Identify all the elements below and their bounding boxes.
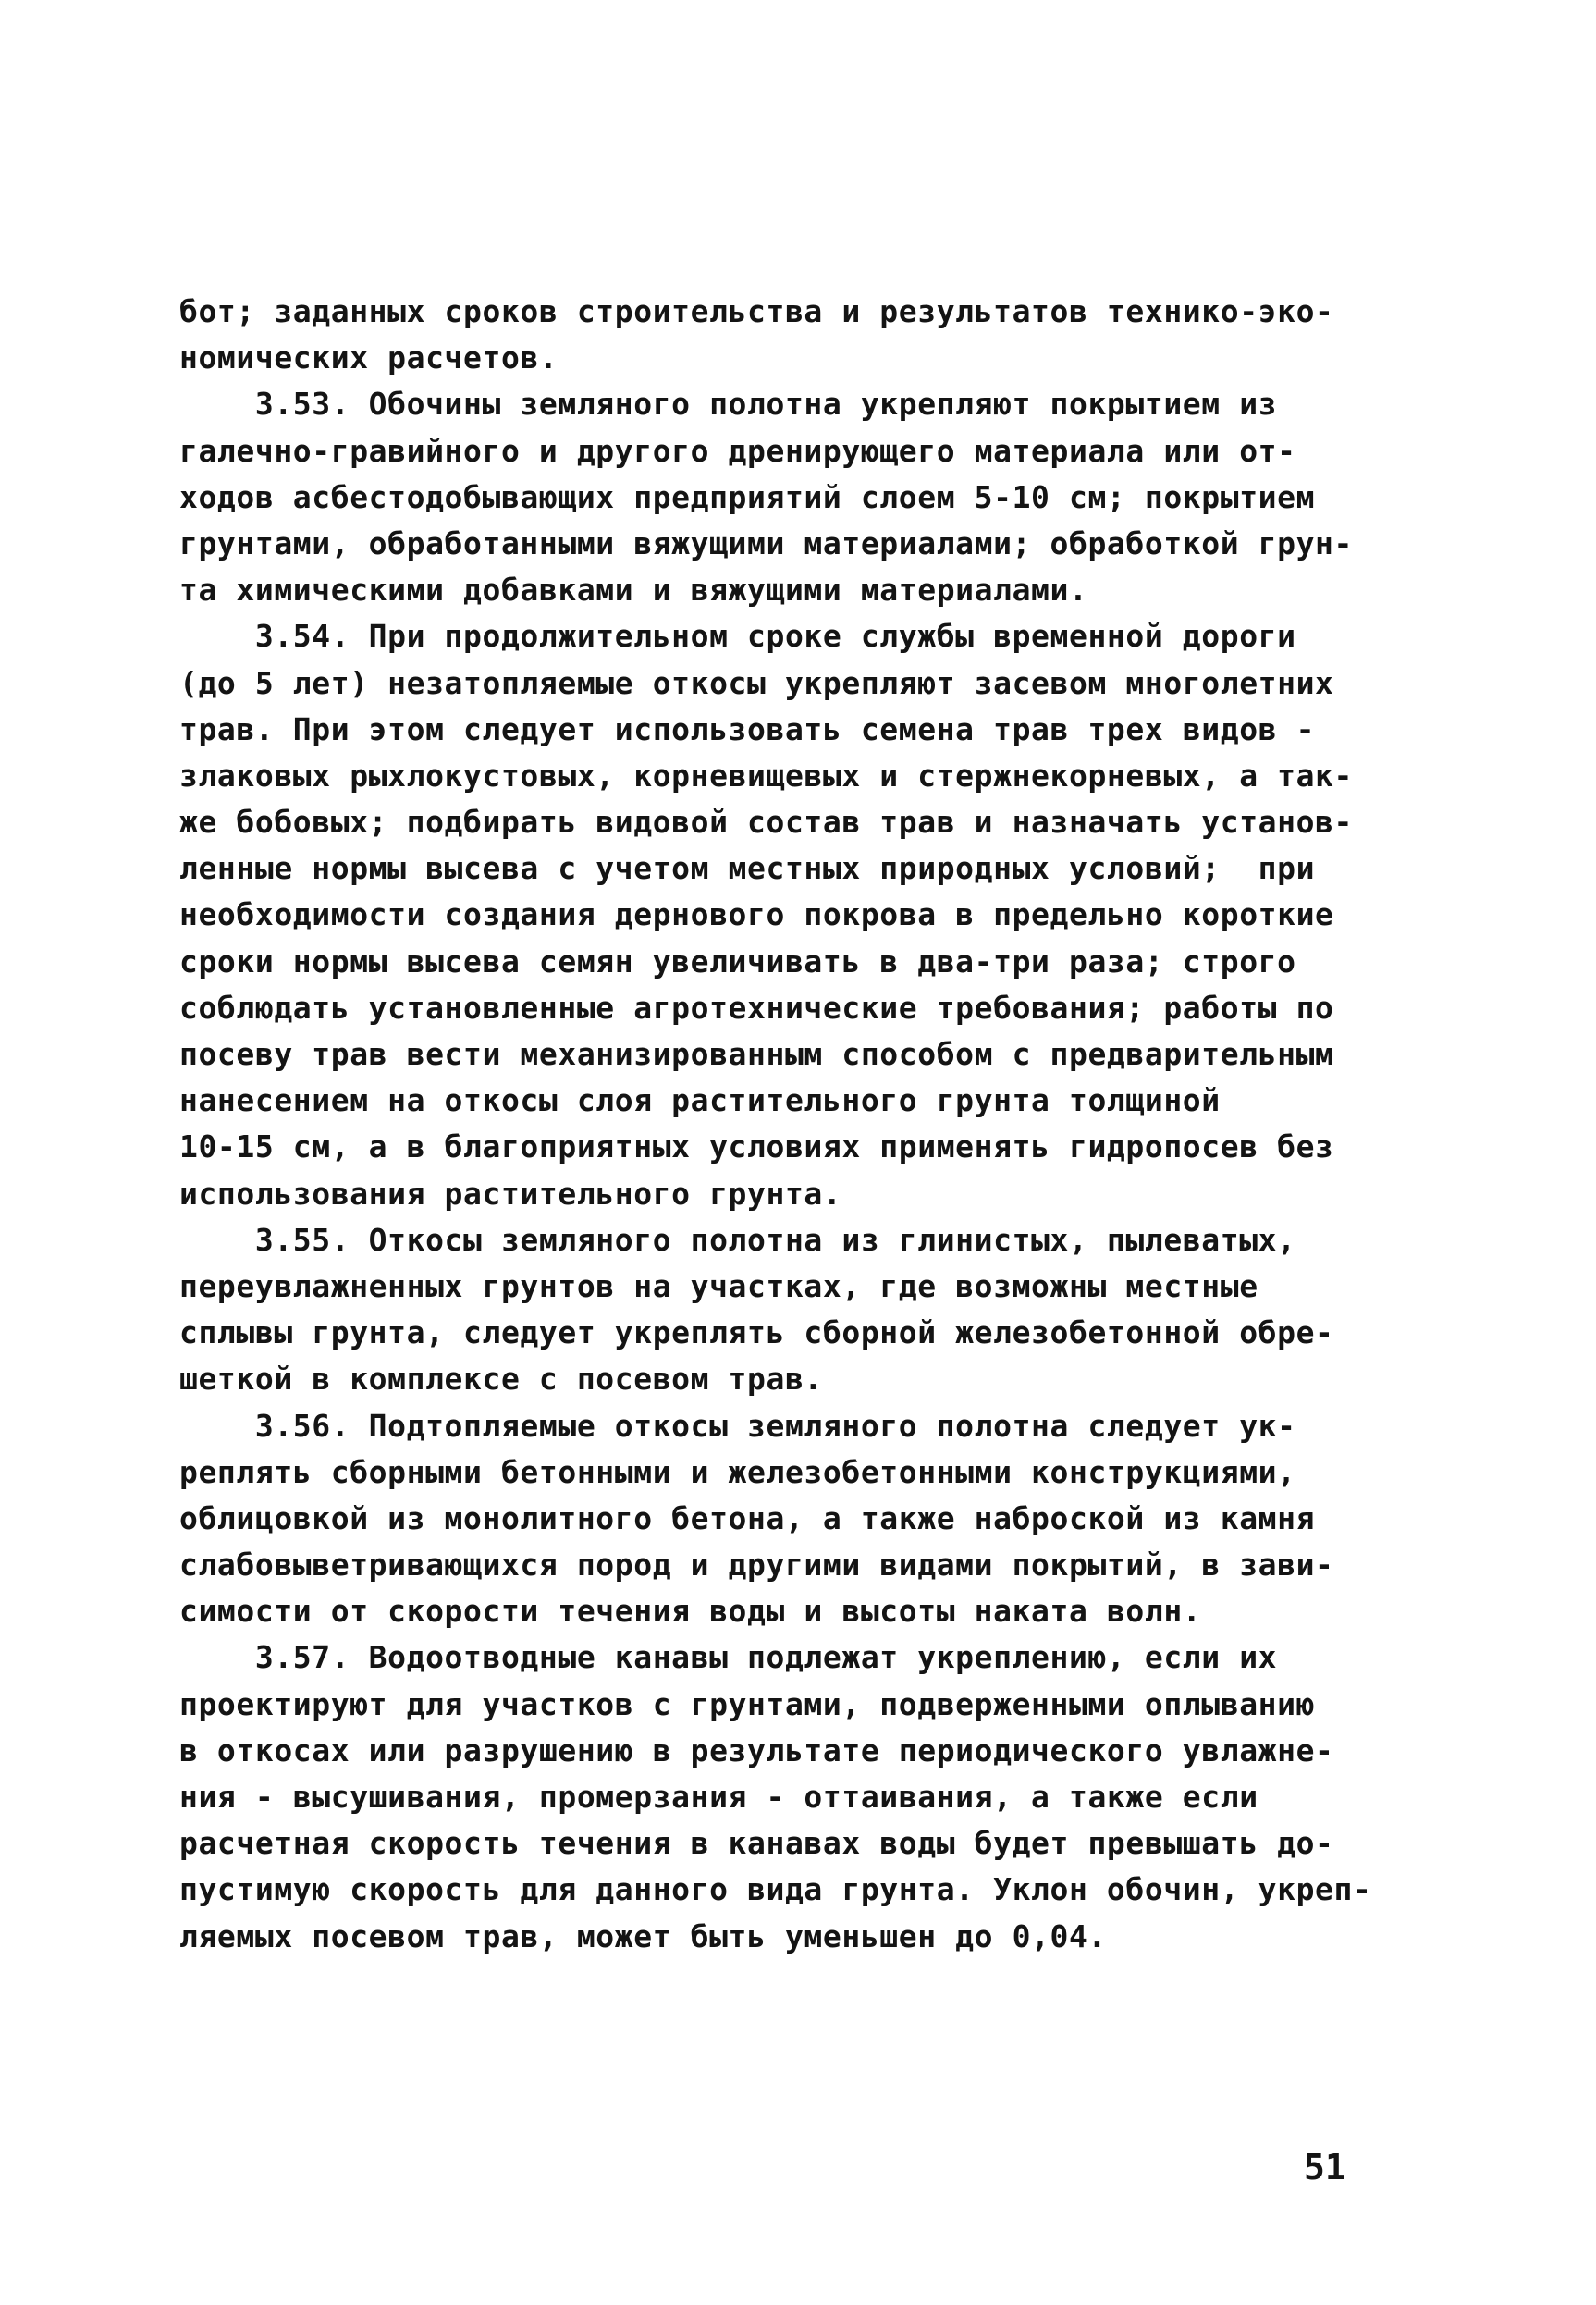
text-line: ляемых посевом трав, может быть уменьшен до 0,04. xyxy=(179,1917,1107,1954)
text-line: реплять сборными бетонными и железобетонными конструкциями, xyxy=(179,1453,1296,1490)
text-line: номических расчетов. xyxy=(179,339,559,376)
text-line: проектируют для участков с грунтами, подверженными оплыванию xyxy=(179,1685,1316,1722)
text-line: ленные нормы высева с учетом местных природных условий; при xyxy=(179,850,1316,887)
text-line: в откосах или разрушению в результате периодического увлажне- xyxy=(179,1732,1334,1769)
text-line: 3.56. Подтопляемые откосы земляного полотна следует ук- xyxy=(179,1407,1296,1444)
text-line: ходов асбестодобывающих предприятий слоем 5-10 см; покрытием xyxy=(179,478,1316,515)
text-line: трав. При этом следует использовать семена трав трех видов - xyxy=(179,710,1316,747)
text-line: 3.53. Обочины земляного полотна укрепляют покрытием из xyxy=(179,386,1278,423)
text-line: переувлажненных грунтов на участках, где возможны местные xyxy=(179,1267,1258,1304)
text-line: (до 5 лет) незатопляемые откосы укрепляют засевом многолетних xyxy=(179,664,1334,701)
body-text xyxy=(179,289,1400,1960)
text-line: галечно-гравийного и другого дренирующего материала или от- xyxy=(179,432,1296,469)
text-line: использования растительного грунта. xyxy=(179,1175,842,1212)
text-line: грунтами, обработанными вяжущими материалами; обработкой грун- xyxy=(179,524,1353,561)
text-line: слабовыветривающихся пород и другими видами покрытий, в зави- xyxy=(179,1547,1334,1584)
text-line: посеву трав вести механизированным способом с предварительным xyxy=(179,1036,1334,1072)
text-line: необходимости создания дернового покрова в предельно короткие xyxy=(179,896,1334,933)
text-line: соблюдать установленные агротехнические требования; работы по xyxy=(179,989,1334,1026)
text-line: шеткой в комплексе с посевом трав. xyxy=(179,1361,823,1398)
text-line: симости от скорости течения воды и высоты наката волн. xyxy=(179,1593,1202,1630)
text-line: расчетная скорость течения в канавах воды будет превышать до- xyxy=(179,1825,1334,1862)
text-line: злаковых рыхлокустовых, корневищевых и стержнекорневых, а так- xyxy=(179,757,1353,794)
text-line: 3.54. При продолжительном сроке службы временной дороги xyxy=(179,618,1296,655)
text-line: ния - высушивания, промерзания - оттаивания, а также если xyxy=(179,1779,1258,1815)
text-line: 3.57. Водоотводные канавы подлежат укреплению, если их xyxy=(179,1639,1278,1676)
text-line: 3.55. Откосы земляного полотна из глинистых, пылеватых, xyxy=(179,1221,1296,1258)
text-line: облицовкой из монолитного бетона, а также наброской из камня xyxy=(179,1499,1316,1536)
text-line: бот; заданных сроков строительства и результатов технико-эко- xyxy=(179,293,1334,329)
text-line: 10-15 см, а в благоприятных условиях применять гидропосев без xyxy=(179,1128,1334,1165)
text-line: же бобовых; подбирать видовой состав трав и назначать установ- xyxy=(179,804,1353,841)
text-line: сроки нормы высева семян увеличивать в два-три раза; строго xyxy=(179,943,1296,980)
text-line: сплывы грунта, следует укреплять сборной железобетонной обре- xyxy=(179,1314,1334,1351)
text-line: та химическими добавками и вяжущими материалами. xyxy=(179,572,1088,609)
text-line: нанесением на откосы слоя растительного грунта толщиной xyxy=(179,1082,1221,1119)
page-number: 51 xyxy=(1304,2147,1346,2188)
text-line: пустимую скорость для данного вида грунта. Уклон обочин, укреп- xyxy=(179,1871,1372,1908)
